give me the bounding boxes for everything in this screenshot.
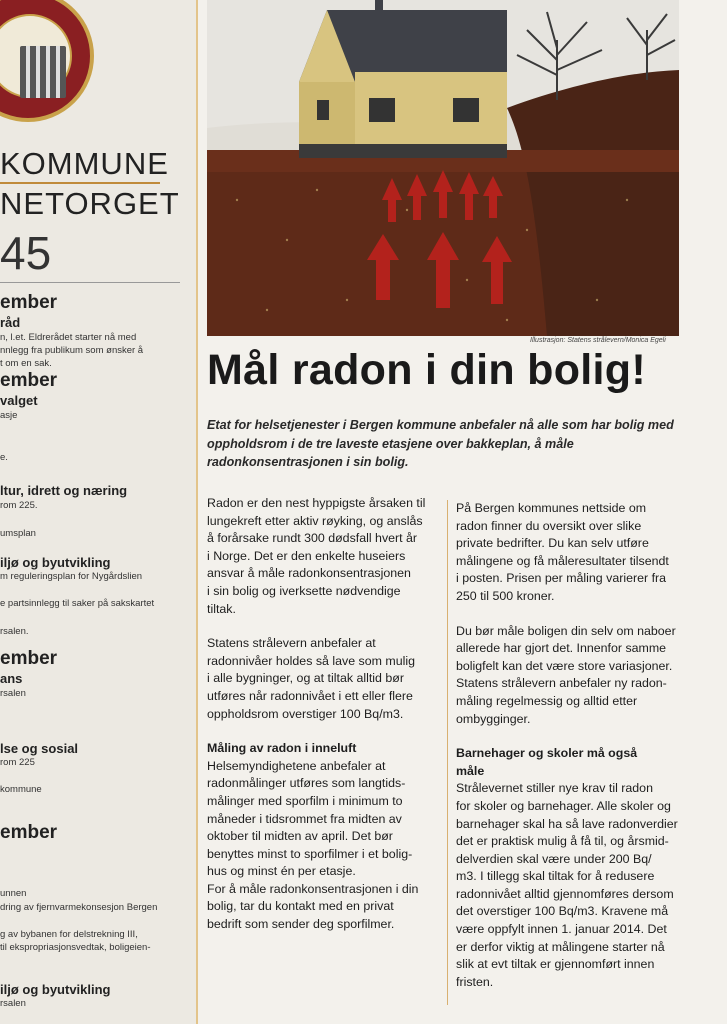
column-rule (447, 500, 448, 1005)
brand-netorget: NETORGET (0, 186, 180, 221)
article-column-1 (207, 495, 443, 934)
sidebar-month-text: ember (0, 292, 58, 313)
paragraph (456, 780, 692, 991)
sidebar-small-text: rom 225. (0, 500, 38, 511)
text-line: utføres når radonnivået i ett eller flere (207, 688, 413, 703)
brand-divider (0, 182, 160, 184)
text-line: måle (456, 763, 485, 778)
sidebar-month-text: ember (0, 822, 58, 843)
sidebar-small-text: e. (0, 452, 8, 463)
paragraph-gap (207, 723, 443, 740)
text-line: slik at evt tiltak er gjennomført innen (456, 957, 655, 972)
paragraph (456, 623, 692, 729)
paragraph (207, 635, 443, 723)
text-line: Statens strålevern anbefaler ny radon- (456, 676, 667, 691)
sidebar-small-text: rsalen. (0, 626, 29, 637)
text-line: det overstiger 100 Bq/m3. Kravene må (456, 904, 669, 919)
paragraph (207, 495, 443, 618)
illustration-credit: Illustrasjon: Statens strålevern/Monica Egeli (530, 337, 666, 344)
sidebar-small-text: g av bybanen for delstrekning III, (0, 929, 138, 940)
text-line: være oppfylt innen 1. januar 2014. Det (456, 922, 667, 937)
sidebar-small-text: n, l.et. Eldrerådet starter nå med (0, 332, 137, 343)
sidebar-small-text: t om en sak. (0, 358, 52, 369)
article-title: Mål radon i din bolig! (207, 346, 646, 394)
article-column-2 (456, 500, 692, 991)
sidebar-month-text: ember (0, 370, 58, 391)
sidebar-small-text: dring av fjernvarmekonsesjon Bergen (0, 902, 158, 913)
text-line: boligfelt kan det være store variasjoner. (456, 658, 673, 673)
sidebar-head-text: ans (0, 671, 23, 686)
text-line: er derfor viktig at målingene starter nå (456, 939, 665, 954)
sidebar-small-text: til ekspropriasjonsvedtak, boligeien- (0, 942, 151, 953)
text-line: i alle bygninger, og at tiltak alltid bør (207, 671, 404, 686)
sidebar-head-text: lse og sosial (0, 741, 79, 756)
article-lead (207, 416, 677, 472)
text-line: lungekreft etter aktiv røyking, og anslås (207, 513, 423, 528)
paragraph-gap (456, 606, 692, 623)
lead-line: med oppholdsrom i de tre laveste etasjene over bakkeplan, å måle (207, 418, 674, 451)
municipal-seal-icon (0, 0, 94, 122)
lead-line: radonkonsentrasjonen i sin bolig. (207, 455, 409, 469)
text-line: tiltak. (207, 601, 236, 616)
text-line: bolig, tar du kontakt med en privat (207, 899, 394, 914)
text-line: m3. I tillegg skal tiltak for å redusere (456, 869, 655, 884)
text-line: å forårsake rundt 300 dødsfall hvert år (207, 531, 418, 546)
sidebar-small-text: e partsinnlegg til saker på sakskartet (0, 598, 155, 609)
text-line: oppholdsrom overstiger 100 Bq/m3. (207, 706, 404, 721)
text-line: måling regelmessig og alltid etter (456, 693, 638, 708)
sidebar-small-text: rom 225 (0, 757, 35, 768)
text-line: i sin bolig og iverksette nødvendige (207, 583, 401, 598)
sidebar-head-text: iljø og byutvikling (0, 982, 111, 997)
text-line: radonnivåer holdes så lave som mulig (207, 653, 415, 668)
text-line: det er praktisk mulig å få til, og årsmid- (456, 834, 669, 849)
text-line: barnehager skal ha så lave radonverdier (456, 816, 678, 831)
text-line: benyttes minst to sporfilmer i et bolig- (207, 846, 413, 861)
text-line: Barnehager og skoler må også (456, 746, 638, 761)
paragraph-gap (207, 618, 443, 635)
sidebar-small-text: m reguleringsplan for Nygårdslien (0, 571, 143, 582)
issue-number: 45 (0, 227, 52, 279)
text-line: radonnivået alltid gjennomføres dersom (456, 886, 674, 901)
text-line: radon finner du oversikt over slike (456, 518, 642, 533)
sidebar-small-text: nnlegg fra publikum som ønsker å (0, 345, 144, 356)
text-line: For å måle radonkonsentrasjonen i din (207, 881, 419, 896)
text-line: hus og minst én per etasje. (207, 864, 356, 879)
sidebar-head-text: valget (0, 393, 38, 408)
text-line: måneder i tidsrommet fra midten av (207, 811, 402, 826)
text-line: bedrift som sender deg sporfilmer. (207, 917, 395, 932)
sidebar-small-text: umsplan (0, 528, 36, 539)
text-line: ombygginger. (456, 711, 531, 726)
text-line: 250 til 500 kroner. (456, 588, 555, 603)
text-line: private bedrifter. Du kan selv utføre (456, 536, 649, 551)
text-line: Måling av radon i inneluft (207, 741, 357, 756)
sidebar-head-text: ltur, idrett og næring (0, 483, 128, 498)
sidebar-small-text: kommune (0, 784, 42, 795)
sidebar-head-text: råd (0, 315, 21, 330)
paragraph (207, 758, 443, 934)
paragraph-gap (456, 728, 692, 745)
column-rule (196, 0, 198, 1024)
sidebar-small-text: unnen (0, 888, 27, 899)
sidebar-head-text: iljø og byutvikling (0, 555, 111, 570)
text-line: På Bergen kommunes nettside om (456, 501, 647, 515)
lead-line: Etat for helsetjenester i Bergen kommune anbefaler nå alle som har bolig (207, 418, 645, 432)
text-line: delverdien skal være under 200 Bq/ (456, 851, 652, 866)
text-line: ansvar å måle radonkonsentrasjonen (207, 566, 411, 581)
text-line: i posten. Prisen per måling varierer fra (456, 571, 667, 586)
subheading (207, 740, 443, 758)
text-line: Du bør måle boligen din selv om naboer (456, 623, 676, 638)
text-line: målinger med sporfilm i minimum to (207, 793, 403, 808)
text-line: oktober til midten av april. Det bør (207, 829, 393, 844)
sidebar-small-text: rsalen (0, 688, 26, 699)
text-line: Strålevernet stiller nye krav til radon (456, 781, 653, 796)
sidebar-small-text: asje (0, 410, 18, 421)
sidebar-column (0, 0, 196, 1024)
text-line: Helsemyndighetene anbefaler at (207, 758, 386, 773)
brand-kommune: KOMMUNE (0, 146, 169, 181)
text-line: radonmålinger utføres som langtids- (207, 776, 406, 791)
text-line: for skoler og barnehager. Alle skoler og (456, 798, 671, 813)
paragraph (456, 500, 692, 606)
text-line: fristen. (456, 974, 494, 989)
text-line: målingene og få måleresultater tilsendt (456, 553, 669, 568)
text-line: i Norge. Det er den enkelte huseiers (207, 548, 406, 563)
radon-house-illustration (207, 0, 679, 336)
text-line: allerede har gjort det. Innenfor samme (456, 641, 667, 656)
sidebar-small-text: rsalen (0, 998, 26, 1009)
sidebar-month-text: ember (0, 648, 58, 669)
text-line: Statens strålevern anbefaler at (207, 636, 376, 651)
text-line: Radon er den nest hyppigste årsaken til (207, 496, 426, 510)
subheading (456, 745, 692, 780)
sidebar-divider (0, 282, 180, 283)
